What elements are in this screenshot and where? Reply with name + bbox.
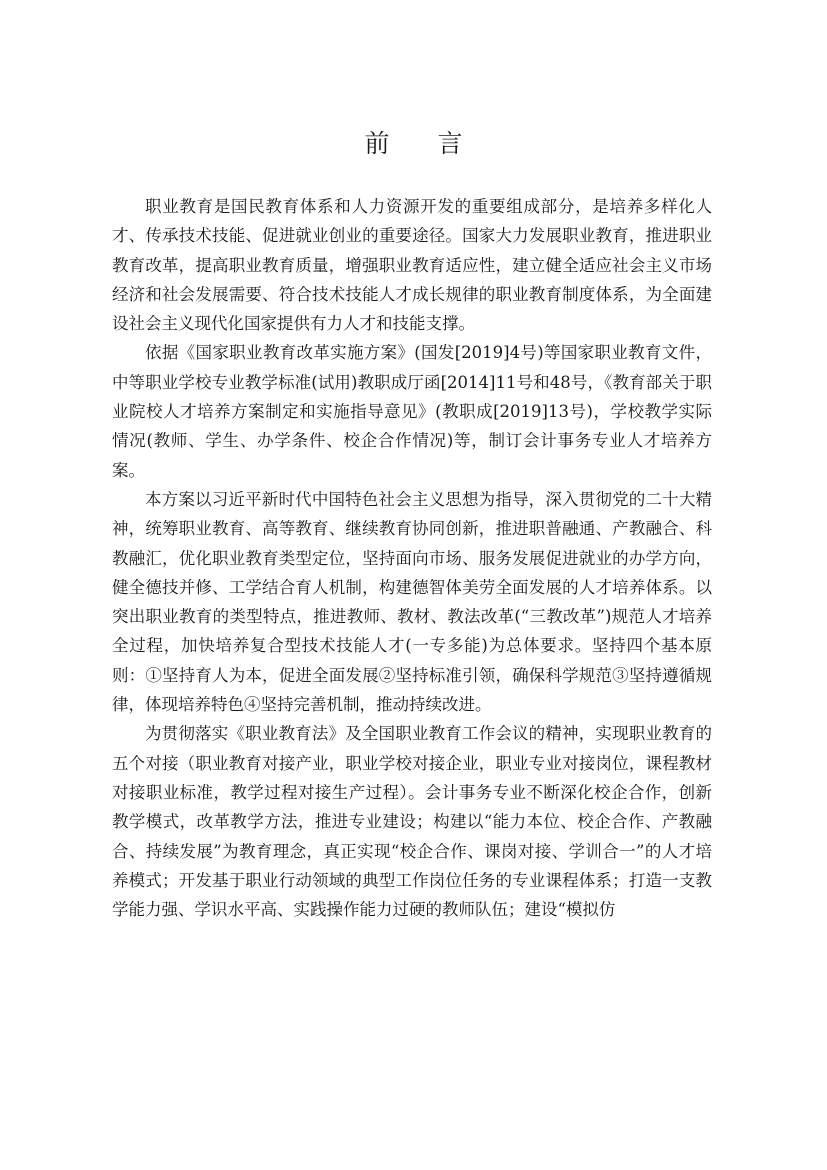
paragraph-1: 职业教育是国民教育体系和人力资源开发的重要组成部分，是培养多样化人才、传承技术技能、促进就业创业的重要途径。国家大力发展职业教育，推进职业教育改革，提高职业教育质量，增强职业教育适应性，建立健全适应社会主义市场经济和社会发展需要、符合技术技能人才成长规律的职业教育制度体系，为全面建设社会主义现代化国家提供有力人才和技能支撑。 xyxy=(112,197,712,334)
page-title: 前 言 xyxy=(364,129,483,158)
paragraph-2: 依据《国家职业教育改革实施方案》(国发[2019]4号)等国家职业教育文件，中等职业学校专业教学标准(试用)教职成厅函[2014]11号和48号，《教育部关于职业院校人才培养方案制定和实施指导意见》(教职成[2019]13号)，学校教学实际情况(教师、学生、办学条件、校企合作情况)等，制订会计事务专业人才培养方案。 xyxy=(112,343,712,480)
paragraph-3: 本方案以习近平新时代中国特色社会主义思想为指导，深入贯彻党的二十大精神，统筹职业教育、高等教育、继续教育协同创新，推进职普融通、产教融合、科教融汇，优化职业教育类型定位，坚持面向市场、服务发展促进就业的办学方向，健全德技并修、工学结合育人机制，构建德智体美劳全面发展的人才培养体系。以突出职业教育的类型特点，推进教师、教材、教法改革(“三教改革”)规范人才培养全过程，加快培养复合型技术技能人才(一专多能)为总体要求。坚持四个基本原则：①坚持育人为本，促进全面发展②坚持标准引领，确保科学规范③坚持遵循规律，体现培养特色④坚持完善机制，推动持续改进。 xyxy=(112,489,712,715)
document-body xyxy=(112,192,712,924)
paragraph-4: 为贯彻落实《职业教育法》及全国职业教育工作会议的精神，实现职业教育的五个对接（职业教育对接产业，职业学校对接企业，职业专业对接岗位，课程教材对接职业标准，教学过程对接生产过程）。会计事务专业不断深化校企合作，创新教学模式，改革教学方法，推进专业建设；构建以“能力本位、校企合作、产教融合、持续发展”为教育理念，真正实现“校企合作、课岗对接、学训合一”的人才培养模式；开发基于职业行动领域的典型工作岗位任务的专业课程体系；打造一支教学能力强、学识水平高、实践操作能力过硬的教师队伍；建设“模拟仿 xyxy=(112,724,712,920)
